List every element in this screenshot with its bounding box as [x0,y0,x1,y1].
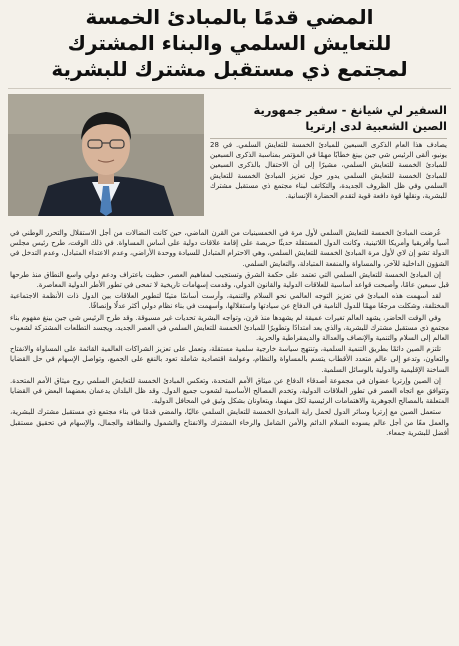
article-byline [210,102,447,139]
ambassador-photo [8,94,204,216]
body-paragraph-6: إن الصين وإرتريا عضوان في مجموعة أصدقاء الدفاع عن ميثاق الأمم المتحدة، وتعكس المبادئ الخمسة للتعايش السلمي روح ميثاق الأمم المتحدة. وتتوافق مع اتجاه العصر في تطور العلاقات الدولية، وتخدم المصالح الأساسية لشعوب جميع الدول. وقد ظل البلدان يدعمان بعضهما البعض في القضايا المتعلقة بالمصالح الجوهرية والاهتمامات الرئيسية لكل منهما، ويتعاونان بشكل وثيق في المحافل الدولية. [10,376,449,406]
byline-line-1: السفير لي شيانغ - سفير جمهورية [253,103,447,117]
body-paragraph-3: لقد أسهمت هذه المبادئ في تعزيز التوجه العالمي نحو السلام والتنمية، وأرست أساسًا متينًا لتطوير العلاقات بين الدول ذات الأنظمة الاجتماعية المختلفة، وشكلت مرجعًا مهمًا للدول النامية في الدفاع عن سيادتها واستقلالها، وأسهمت في بناء نظام دولي أكثر عدلًا وإنصافًا. [10,292,449,311]
headline-line-2: للتعايش السلمي والبناء المشترك [67,31,392,55]
body-paragraph-5: تلتزم الصين دائمًا بطريق التنمية السلمية، وتنتهج سياسة خارجية سلمية مستقلة، وتعمل على تعزيز الشراكات العالمية القائمة على المساواة والانفتاح والتعاون، وتدعو إلى عالم متعدد الأقطاب يتسم بالمساواة والنظام، وعولمة اقتصادية شاملة تعود بالنفع على الجميع، وتواصل الإسهام في حل القضايا الساخنة الإقليمية والدولية بالوسائل السلمية. [10,345,449,374]
article-headline [10,4,449,82]
article-lead-paragraph: يصادف هذا العام الذكرى السبعين للمبادئ الخمسة للتعايش السلمي. في 28 يونيو، ألقى الرئيس شي جين بينغ خطابًا مهمًا في المؤتمر بمناسبة الذكرى السبعين للمبادئ الخمسة للتعايش السلمي، مشيرًا إلى أن الاحتفال بالذكرى السبعين للمبادئ الخمسة للتعايش السلمي يدور حول تعزيز المبادئ الخمسة للتعايش السلمي وفي ظل الظروف الجديدة، والتكاتف لبناء مجتمع ذي مستقبل مشترك للبشرية، ونقلها قوة دافعة قوية لتقدم الحضارة الإنسانية. [210,141,447,201]
body-paragraph-7: ستعمل الصين مع إرتريا وسائر الدول لحمل راية المبادئ الخمسة للتعايش السلمي عاليًا، والمضي قدمًا في بناء مجتمع ذي مستقبل مشترك للبشرية، والعمل معًا من أجل عالم يسوده السلام الدائم والأمن الشامل والرخاء المشترك والانفتاح والشمول والنظافة والجمال، والإسهام في تحقيق مستقبل أفضل للبشرية جمعاء. [10,408,449,437]
article-body [10,228,449,640]
body-paragraph-1: عُرضت المبادئ الخمسة للتعايش السلمي لأول مرة في الخمسينيات من القرن الماضي، حين كانت النضالات من أجل الاستقلال والتحرر الوطني في آسيا وأفريقيا وأمريكا اللاتينية، وكانت الدول المستقلة حديثًا حريصة على إقامة علاقات دولية على أساس المساواة. في ذلك الوقت، طرح رئيس مجلس الدولة تشو إن لاي لأول مرة المبادئ الخمسة للتعايش السلمي، وهي الاحترام المتبادل للسيادة ووحدة الأراضي، وعدم الاعتداء المتبادل، وعدم التدخل في الشؤون الداخلية للآخر، والمساواة والمنفعة المتبادلة، والتعايش السلمي. [10,229,449,268]
headline-line-1: المضي قدمًا بالمبادئ الخمسة [85,5,374,29]
byline-line-2: الصين الشعبية لدى إرتريا [305,119,447,133]
headline-line-3: لمجتمع ذي مستقبل مشترك للبشرية [51,57,408,81]
headline-divider [8,88,451,89]
body-paragraph-4: وفي الوقت الحاضر، يشهد العالم تغيرات عميقة لم يشهدها منذ قرن، وتواجه البشرية تحديات غير مسبوقة. وقد طرح الرئيس شي جين بينغ مفهوم بناء مجتمع ذي مستقبل مشترك للبشرية، والذي يعد امتدادًا وتطويرًا للمبادئ الخمسة للتعايش السلمي في العصر الجديد، ويجسد التطلعات المشتركة لشعوب العالم إلى السلام والتنمية والإنصاف والعدالة والديمقراطية والحرية. [10,313,449,343]
body-paragraph-2: إن المبادئ الخمسة للتعايش السلمي التي تعتمد على حكمة الشرق وتستجيب لمفاهيم العصر، حظيت باعتراف ودعم دولي واسع النطاق منذ طرحها قبل سبعين عامًا، وأصبحت قواعد أساسية للعلاقات الدولية والقانون الدولي، وقدمت إسهامات تاريخية لا تمحى في تطور الأطر الدولية المعاصرة. [10,270,449,290]
byline-rule [210,138,447,139]
portrait-illustration [8,94,204,216]
